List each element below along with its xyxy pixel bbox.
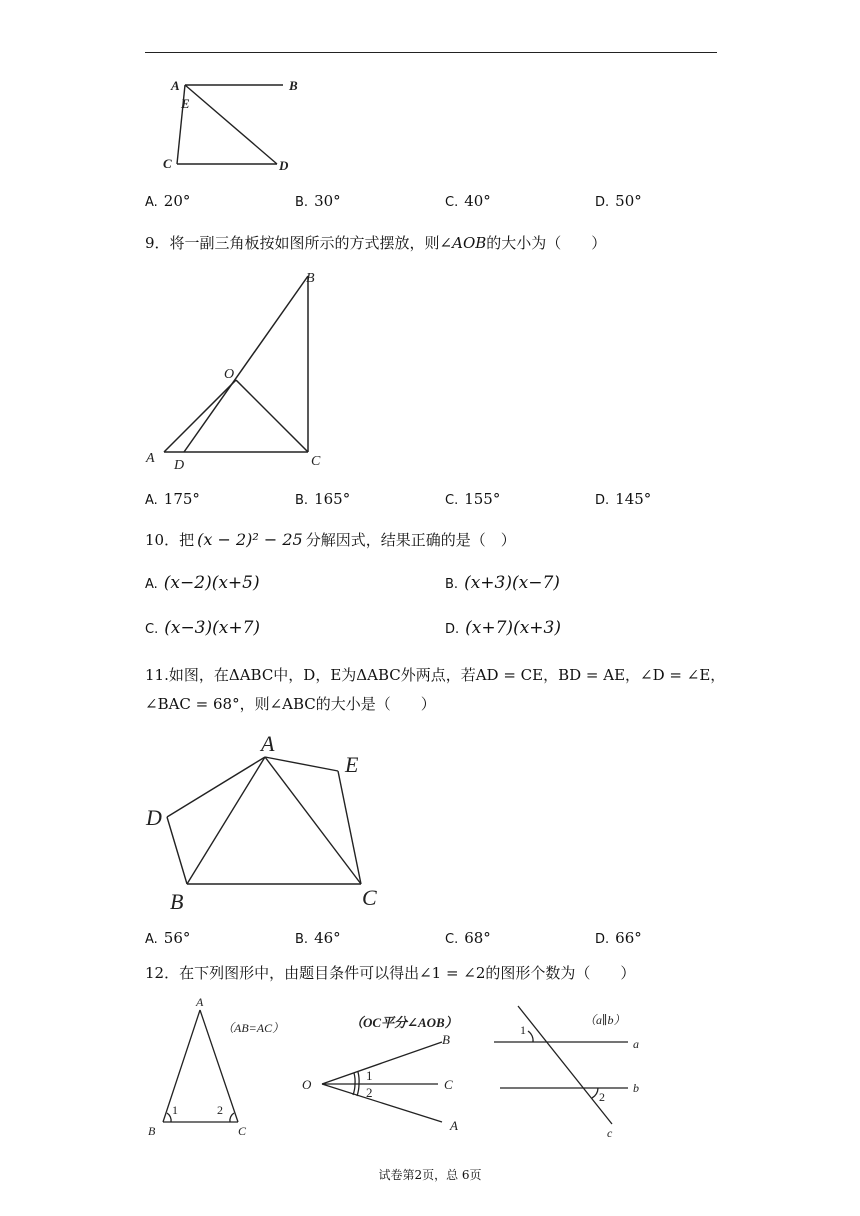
option-value: (x−3)(x+7) (164, 618, 261, 638)
fig11-label-c: C (362, 885, 377, 910)
fig8-label-d: D (279, 158, 289, 173)
fig12b-caption: （OC平分∠AOB） (350, 1015, 458, 1030)
option-label: B. (445, 577, 459, 592)
page-footer: 试卷第2页，总 6页 (378, 1168, 482, 1182)
fig9-label-d: D (174, 458, 185, 473)
option-label: D. (595, 195, 610, 210)
option-value: (x+3)(x−7) (464, 573, 560, 593)
fig12b-label-a: A (450, 1118, 458, 1133)
fig8-label-b: B (289, 78, 298, 93)
q10-option-b[interactable] (445, 573, 560, 593)
q10-stem (145, 529, 516, 550)
q9-option-b[interactable] (295, 490, 350, 508)
q9-angle: ∠AOB (439, 234, 487, 252)
fig9-label-a: A (146, 451, 155, 466)
q12-stem: 12．在下列图形中，由题目条件可以得出∠1 = ∠2的图形个数为（ ） (145, 964, 636, 982)
q11-option-b[interactable] (295, 929, 341, 947)
option-value: 66° (615, 929, 642, 947)
option-value: 155° (464, 490, 501, 508)
fig12b-label-b: B (442, 1032, 450, 1047)
q8-option-a[interactable] (145, 192, 190, 210)
option-label: A. (145, 932, 158, 947)
q12-figure-3 (488, 1000, 658, 1142)
q10-expression: (x − 2)² − 25 (197, 530, 303, 549)
q11-figure (140, 727, 400, 919)
fig11-label-e: E (345, 752, 359, 777)
q9-figure (140, 262, 340, 474)
q8-option-d[interactable] (595, 192, 642, 210)
q8-option-b[interactable] (295, 192, 341, 210)
fig12b-label-o: O (302, 1077, 312, 1092)
q8-option-c[interactable] (445, 192, 491, 210)
option-value: 56° (163, 929, 191, 947)
fig11-label-d: D (146, 805, 162, 830)
fig9-label-o: O (224, 367, 235, 382)
option-value: 145° (615, 490, 652, 508)
fig11-label-a: A (261, 731, 275, 756)
fig9-label-c: C (311, 454, 321, 469)
fig12a-label-b: B (148, 1124, 156, 1138)
option-label: A. (145, 195, 158, 210)
q9-text-before: 9．将一副三角板按如图所示的方式摆放，则 (145, 234, 440, 252)
fig12b-angle-1: 1 (366, 1068, 373, 1083)
fig12a-caption: （AB=AC） (222, 1021, 285, 1035)
option-value: 165° (314, 490, 351, 508)
q9-option-d[interactable] (595, 490, 651, 508)
fig12c-label-a: a (633, 1037, 639, 1051)
fig12a-label-a: A (196, 995, 204, 1009)
fig8-label-c: C (163, 156, 172, 171)
fig11-label-b: B (170, 889, 184, 914)
q10-option-a[interactable] (145, 573, 260, 593)
option-value: 40° (464, 192, 491, 210)
option-label: A. (145, 493, 158, 508)
option-label: D. (595, 493, 610, 508)
q10-option-d[interactable] (445, 618, 561, 638)
q10-text-before: 10．把 (145, 531, 195, 549)
option-value: (x+7)(x+3) (465, 618, 561, 638)
q12-figure-1 (140, 992, 310, 1142)
option-label: A. (145, 577, 158, 592)
option-label: D. (595, 932, 610, 947)
option-value: 175° (163, 490, 200, 508)
q11-option-a[interactable] (145, 929, 190, 947)
option-value: 30° (314, 192, 341, 210)
q11-option-d[interactable] (595, 929, 642, 947)
q12-figure-2 (296, 1000, 476, 1140)
option-value: 20° (163, 192, 191, 210)
q9-option-c[interactable] (445, 490, 500, 508)
option-label: C. (445, 195, 459, 210)
q9-text-after: 的大小为（ ） (486, 234, 607, 252)
fig12a-label-c: C (238, 1124, 247, 1138)
q9-option-a[interactable] (145, 490, 200, 508)
option-value: 50° (615, 192, 642, 210)
fig12c-label-b: b (633, 1081, 639, 1095)
q11-stem-line1: 11.如图，在ΔABC中，D，E为ΔABC外两点，若AD = CE，BD = AE，∠D = ∠E， (145, 666, 726, 684)
option-value: 46° (314, 929, 341, 947)
option-label: D. (445, 622, 460, 637)
q11-option-c[interactable] (445, 929, 491, 947)
option-value: (x−2)(x+5) (163, 573, 260, 593)
q9-stem (145, 232, 606, 253)
fig12c-label-c: c (607, 1126, 613, 1140)
option-label: C. (445, 932, 459, 947)
fig12c-angle-2: 2 (599, 1090, 605, 1104)
fig8-label-a: A (171, 78, 180, 93)
option-label: C. (445, 493, 459, 508)
q10-text-after: 分解因式，结果正确的是（ ） (305, 531, 516, 549)
option-value: 68° (464, 929, 491, 947)
fig12a-angle-1: 1 (172, 1103, 178, 1117)
option-label: B. (295, 932, 309, 947)
option-label: C. (145, 622, 159, 637)
fig12b-label-c: C (444, 1077, 453, 1092)
fig9-label-b: B (306, 271, 315, 286)
option-label: B. (295, 493, 309, 508)
fig12c-caption: （a∥b） (584, 1013, 626, 1027)
q11-stem-line2: ∠BAC = 68°，则∠ABC的大小是（ ） (145, 695, 436, 713)
option-label: B. (295, 195, 309, 210)
header-rule (145, 52, 717, 53)
fig12c-angle-1: 1 (520, 1023, 526, 1037)
fig12a-angle-2: 2 (217, 1103, 223, 1117)
q10-option-c[interactable] (145, 618, 260, 638)
fig12b-angle-2: 2 (366, 1085, 373, 1100)
q8-figure (155, 70, 325, 178)
fig8-label-e: E (181, 96, 190, 111)
